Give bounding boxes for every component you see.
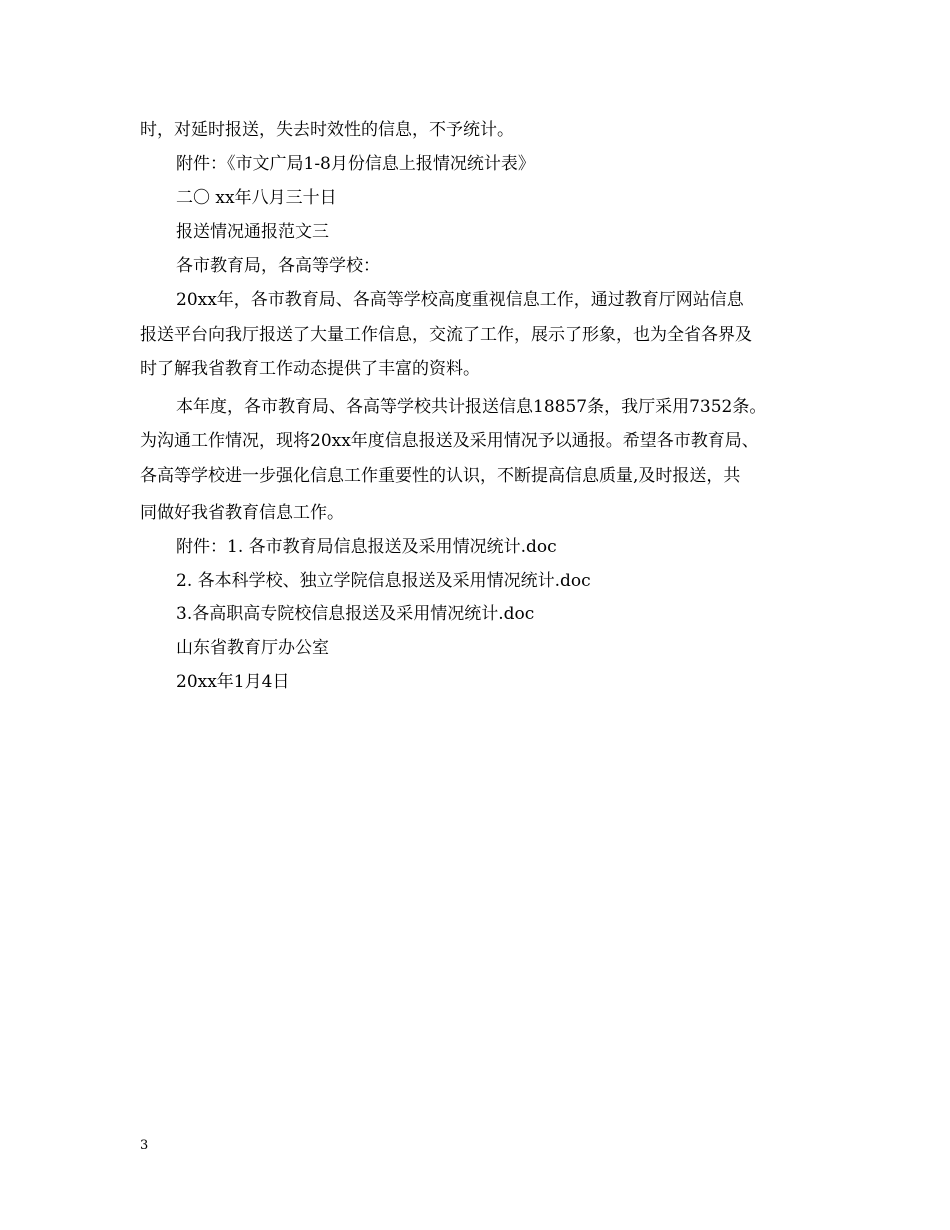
section-title: 报送情况通报范文三 (176, 222, 329, 242)
text-line: 同做好我省教育信息工作。 (140, 503, 344, 523)
salutation: 各市教育局，各高等学校： (176, 256, 380, 276)
text-line: 时，对延时报送，失去时效性的信息，不予统计。 (140, 120, 514, 140)
signature-office: 山东省教育厅办公室 (176, 638, 329, 658)
text-line: 报送平台向我厅报送了大量工作信息，交流了工作，展示了形象，也为全省各界及 (140, 325, 752, 345)
text-line: 本年度，各市教育局、各高等学校共计报送信息18857条，我厅采用7352条。 (176, 397, 767, 417)
attachment-item: 3.各高职高专院校信息报送及采用情况统计.doc (176, 604, 535, 624)
attachment-item: 2. 各本科学校、独立学院信息报送及采用情况统计.doc (176, 571, 591, 591)
text-line: 20xx年，各市教育局、各高等学校高度重视信息工作，通过教育厅网站信息 (176, 290, 744, 310)
page-number: 3 (140, 1138, 149, 1153)
signature-date: 20xx年1月4日 (176, 672, 290, 692)
date-line: 二〇 xx年八月三十日 (176, 188, 337, 208)
attachment-line: 附件：《市文广局1-8月份信息上报情况统计表》 (176, 154, 535, 174)
text-line: 为沟通工作情况，现将20xx年度信息报送及采用情况予以通报。希望各市教育局、 (140, 431, 759, 451)
attachment-item: 附件：1. 各市教育局信息报送及采用情况统计.doc (176, 537, 557, 557)
text-line: 时了解我省教育工作动态提供了丰富的资料。 (140, 359, 480, 379)
text-line: 各高等学校进一步强化信息工作重要性的认识，不断提高信息质量,及时报送，共 (140, 466, 741, 486)
